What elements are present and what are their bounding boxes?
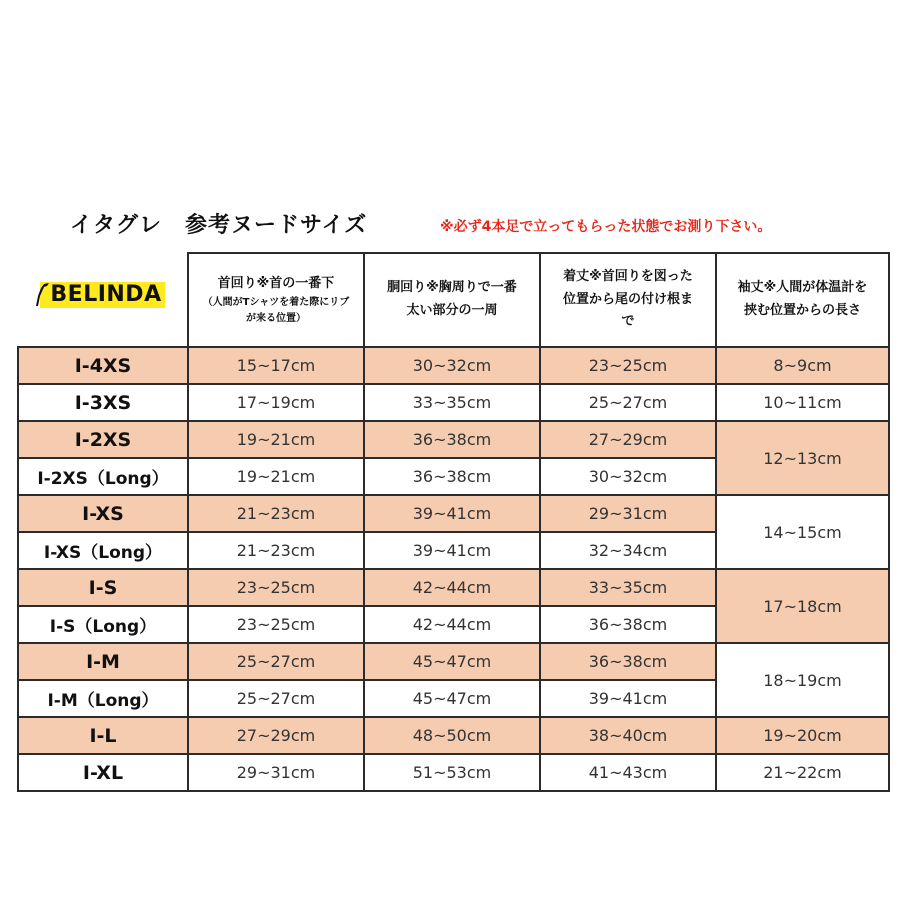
chest-cell: 45~47cm xyxy=(364,680,540,717)
table-row xyxy=(18,754,889,791)
header-neck-title: 首回り※首の一番下 xyxy=(217,275,335,291)
size-cell: I-2XS（Long） xyxy=(18,458,188,495)
table-row xyxy=(18,717,889,754)
brand-logo-cell xyxy=(18,253,188,347)
neck-cell: 23~25cm xyxy=(188,569,364,606)
size-cell: I-M（Long） xyxy=(18,680,188,717)
chest-cell: 51~53cm xyxy=(364,754,540,791)
chest-cell: 42~44cm xyxy=(364,569,540,606)
table-row xyxy=(18,495,889,532)
greyhound-icon xyxy=(32,282,52,308)
neck-cell: 25~27cm xyxy=(188,680,364,717)
sleeve-cell: 8~9cm xyxy=(716,347,889,384)
length-cell: 36~38cm xyxy=(540,606,716,643)
size-cell: I-M xyxy=(18,643,188,680)
chest-cell: 39~41cm xyxy=(364,495,540,532)
chest-cell: 36~38cm xyxy=(364,421,540,458)
table-row xyxy=(18,643,889,680)
table-row xyxy=(18,569,889,606)
size-cell: I-3XS xyxy=(18,384,188,421)
header-row xyxy=(18,253,889,347)
length-cell: 23~25cm xyxy=(540,347,716,384)
size-cell: I-4XS xyxy=(18,347,188,384)
length-cell: 33~35cm xyxy=(540,569,716,606)
sleeve-cell: 10~11cm xyxy=(716,384,889,421)
sleeve-cell: 17~18cm xyxy=(716,569,889,643)
length-cell: 32~34cm xyxy=(540,532,716,569)
table-row xyxy=(18,421,889,458)
neck-cell: 15~17cm xyxy=(188,347,364,384)
size-cell: I-L xyxy=(18,717,188,754)
neck-cell: 21~23cm xyxy=(188,495,364,532)
header-chest-line1: 胴回り※胸周りで一番 xyxy=(387,280,517,296)
chest-cell: 45~47cm xyxy=(364,643,540,680)
neck-cell: 29~31cm xyxy=(188,754,364,791)
chest-cell: 48~50cm xyxy=(364,717,540,754)
sleeve-cell: 19~20cm xyxy=(716,717,889,754)
page-title: イタグレ 参考ヌードサイズ xyxy=(70,213,368,238)
table-row xyxy=(18,347,889,384)
size-table xyxy=(17,252,890,792)
neck-cell: 19~21cm xyxy=(188,421,364,458)
chest-cell: 33~35cm xyxy=(364,384,540,421)
neck-cell: 25~27cm xyxy=(188,643,364,680)
length-cell: 25~27cm xyxy=(540,384,716,421)
length-cell: 38~40cm xyxy=(540,717,716,754)
header-sleeve xyxy=(716,253,889,347)
header-neck xyxy=(188,253,364,347)
neck-cell: 19~21cm xyxy=(188,458,364,495)
neck-cell: 23~25cm xyxy=(188,606,364,643)
neck-cell: 27~29cm xyxy=(188,717,364,754)
header-length-line2: 位置から尾の付け根ま xyxy=(562,291,693,307)
size-cell: I-S xyxy=(18,569,188,606)
header-length-line3: で xyxy=(621,314,635,330)
header-neck-sub2: が来る位置） xyxy=(246,313,306,325)
length-cell: 36~38cm xyxy=(540,643,716,680)
chest-cell: 36~38cm xyxy=(364,458,540,495)
chest-cell: 30~32cm xyxy=(364,347,540,384)
header-sleeve-line2: 挟む位置からの長さ xyxy=(743,303,861,318)
size-cell: I-XS（Long） xyxy=(18,532,188,569)
measurement-note: ※必ず4本足で立ってもらった状態でお測り下さい。 xyxy=(440,219,772,235)
length-cell: 27~29cm xyxy=(540,421,716,458)
size-cell: I-XS xyxy=(18,495,188,532)
brand-name: BELINDA xyxy=(50,281,162,307)
table-row xyxy=(18,384,889,421)
header-length xyxy=(540,253,716,347)
neck-cell: 21~23cm xyxy=(188,532,364,569)
size-cell: I-S（Long） xyxy=(18,606,188,643)
header-sleeve-line1: 袖丈※人間が体温計を xyxy=(737,280,868,296)
header-chest-line2: 太い部分の一周 xyxy=(406,303,498,318)
chest-cell: 39~41cm xyxy=(364,532,540,569)
sleeve-cell: 12~13cm xyxy=(716,421,889,495)
length-cell: 41~43cm xyxy=(540,754,716,791)
size-cell: I-XL xyxy=(18,754,188,791)
header-length-line1: 着丈※首回りを図った xyxy=(563,268,693,284)
chest-cell: 42~44cm xyxy=(364,606,540,643)
neck-cell: 17~19cm xyxy=(188,384,364,421)
sleeve-cell: 18~19cm xyxy=(716,643,889,717)
size-cell: I-2XS xyxy=(18,421,188,458)
length-cell: 39~41cm xyxy=(540,680,716,717)
sleeve-cell: 14~15cm xyxy=(716,495,889,569)
sleeve-cell: 21~22cm xyxy=(716,754,889,791)
length-cell: 30~32cm xyxy=(540,458,716,495)
length-cell: 29~31cm xyxy=(540,495,716,532)
header-chest xyxy=(364,253,540,347)
brand-logo xyxy=(40,282,164,308)
header-neck-sub1: （人間がTシャツを着た際にリブ xyxy=(202,297,350,309)
